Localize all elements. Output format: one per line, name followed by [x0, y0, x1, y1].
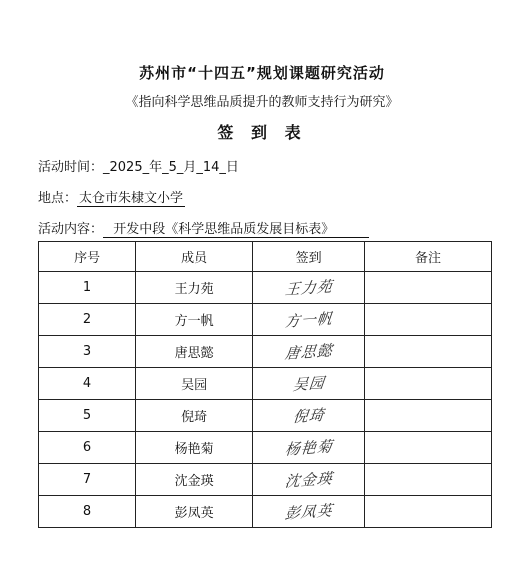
handwritten-signature: 吴园 [291, 373, 326, 395]
content-label: 活动内容： [38, 222, 104, 237]
signature-cell [253, 304, 365, 336]
place-value: 太仓市朱棣文小学 [77, 187, 185, 207]
signature-cell [253, 400, 365, 432]
handwritten-signature: 杨艳菊 [283, 437, 334, 459]
handwritten-signature: 倪琦 [291, 405, 326, 427]
member-name: 方一帆 [136, 304, 253, 336]
member-name: 王力苑 [136, 272, 253, 304]
signature-cell [253, 272, 365, 304]
time-label: 活动时间： [38, 160, 104, 175]
handwritten-signature: 沈金瑛 [283, 469, 334, 491]
member-name: 沈金瑛 [136, 464, 253, 496]
document-subtitle: 《指向科学思维品质提升的教师支持行为研究》 [125, 95, 399, 110]
header-notes: 备注 [365, 242, 492, 272]
member-name: 倪琦 [136, 400, 253, 432]
content-value [103, 218, 369, 238]
member-name: 杨艳菊 [136, 432, 253, 464]
signature-cell [253, 336, 365, 368]
signature-cell [253, 368, 365, 400]
table-row [39, 336, 492, 368]
activity-time [38, 156, 239, 175]
signature-cell [253, 496, 365, 528]
signature-cell [253, 464, 365, 496]
member-name: 彭凤英 [136, 496, 253, 528]
content-text: 开发中段《科学思维品质发展目标表》 [113, 222, 335, 237]
table-row [39, 368, 492, 400]
header-signature: 签到 [253, 242, 365, 272]
sign-in-heading: 签 到 表 [217, 123, 307, 142]
row-number: 3 [39, 336, 136, 368]
handwritten-signature: 彭凤英 [283, 501, 334, 523]
row-number: 2 [39, 304, 136, 336]
note-cell [365, 368, 492, 400]
time-value: _2025_年_5_月_14_日 [103, 160, 239, 175]
handwritten-signature: 王力苑 [283, 277, 334, 299]
note-cell [365, 400, 492, 432]
note-cell [365, 432, 492, 464]
member-name: 吴园 [136, 368, 253, 400]
row-number: 4 [39, 368, 136, 400]
note-cell [365, 336, 492, 368]
note-cell [365, 272, 492, 304]
place-label: 地点： [38, 191, 78, 206]
sign-in-table [38, 241, 492, 528]
activity-place [38, 187, 185, 207]
row-number: 8 [39, 496, 136, 528]
note-cell [365, 304, 492, 336]
row-number: 7 [39, 464, 136, 496]
member-name: 唐思懿 [136, 336, 253, 368]
note-cell [365, 464, 492, 496]
table-row [39, 272, 492, 304]
activity-content [38, 218, 369, 238]
document-title: 苏州市“十四五”规划课题研究活动 [139, 64, 385, 82]
table-header-row [39, 242, 492, 272]
table-row [39, 400, 492, 432]
header-member: 成员 [136, 242, 253, 272]
handwritten-signature: 方一帆 [283, 309, 334, 331]
table-row [39, 432, 492, 464]
table-row [39, 496, 492, 528]
row-number: 1 [39, 272, 136, 304]
row-number: 5 [39, 400, 136, 432]
header-number: 序号 [39, 242, 136, 272]
row-number: 6 [39, 432, 136, 464]
note-cell [365, 496, 492, 528]
handwritten-signature: 唐思懿 [283, 341, 334, 363]
table-row [39, 304, 492, 336]
table-row [39, 464, 492, 496]
signature-cell [253, 432, 365, 464]
